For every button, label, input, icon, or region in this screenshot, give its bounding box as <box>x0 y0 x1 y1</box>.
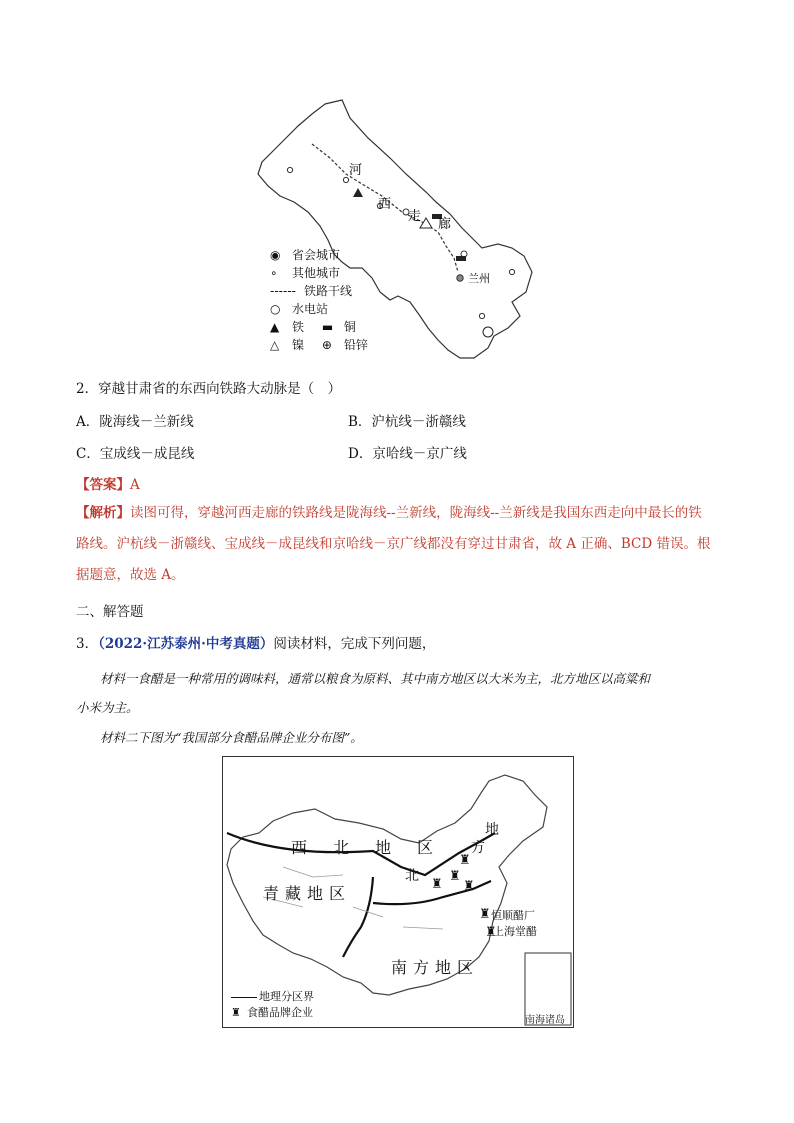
capital-marker <box>457 275 463 281</box>
legend-row: ▲ 铁 ▬ 铜 <box>270 320 356 334</box>
copper-marker <box>456 256 466 261</box>
china-map-legend <box>231 989 314 1021</box>
boundary-icon <box>231 997 257 998</box>
q3-header: 3．（2022·江苏泰州·中考真题）阅读材料，完成下列问题， <box>76 636 436 652</box>
answer-tag: 【答案】 <box>76 477 130 493</box>
south-sea-label: 南海诸岛 <box>525 1015 565 1026</box>
analysis-line: 据题意，故选 A。 <box>76 567 185 583</box>
legend-row: ♜ 食醋品牌企业 <box>231 1006 313 1019</box>
legend-row: ○ 水电站 <box>270 302 329 316</box>
vinegar-brand-icon: ♜ <box>459 853 471 868</box>
city-marker <box>479 313 484 318</box>
legend-row: 地理分区界 <box>231 989 314 1005</box>
nickel-icon: △ <box>270 338 280 352</box>
city-marker <box>509 269 514 274</box>
q2-answer <box>76 473 140 493</box>
analysis-tag: 【解析】 <box>76 505 130 521</box>
china-vinegar-map <box>222 756 574 1028</box>
q2-analysis <box>76 498 726 591</box>
region-north-2: 方 <box>471 840 485 856</box>
region-qingzang: 青 藏 地 区 <box>263 884 346 903</box>
legend-row: △ 镍 ⊕ 铅锌 <box>270 338 368 352</box>
iron-icon: ▲ <box>270 320 280 334</box>
map-label-lanzhou: 兰州 <box>468 272 490 285</box>
company-shanghai: 上海堂醋 <box>493 925 537 938</box>
region-northwest: 西 北 地 区 <box>291 838 434 857</box>
region-north-3: 地 <box>485 822 499 838</box>
q2-option-d: D．京哈线－京广线 <box>348 446 467 462</box>
legend-row: ∘ 其他城市 <box>270 266 341 280</box>
gansu-legend <box>270 246 410 354</box>
answer-value: A <box>130 477 140 493</box>
city-marker <box>287 167 292 172</box>
map-label-xi: 西 <box>378 197 392 212</box>
lead-zinc-icon: ⊕ <box>321 338 332 352</box>
q3-material2: 材料二下图为“我国部分食醋品牌企业分布图”。 <box>100 730 363 745</box>
analysis-line: 路线。沪杭线－浙赣线、宝成线－成昆线和京哈线－京广线都没有穿过甘肃省，故 A 正确、BCD 错误。根 <box>76 536 711 552</box>
q3-material1-cont: 小米为主。 <box>76 700 139 715</box>
region-north-1: 北 <box>405 868 419 884</box>
provincial-capital-icon: ◉ <box>270 248 281 262</box>
railway-line-icon: ------ <box>270 284 296 298</box>
legend-row: ◉ 省会城市 <box>270 248 341 262</box>
map-label-zou: 走 <box>408 209 422 224</box>
other-city-icon: ∘ <box>270 266 278 280</box>
vinegar-brand-icon: ♜ <box>231 1006 241 1019</box>
analysis-line: 【解析】读图可得，穿越河西走廊的铁路线是陇海线--兰新线，陇海线--兰新线是我国东西走向中最长的铁 <box>76 505 702 521</box>
q2-option-b: B．沪杭线－浙赣线 <box>348 414 466 430</box>
vinegar-brand-icon: ♜ <box>463 879 475 894</box>
q2-option-a: A．陇海线－兰新线 <box>76 414 194 430</box>
map-label-lang: 廊 <box>438 217 452 232</box>
company-hengshun: 恒顺醋厂 <box>491 909 535 922</box>
map-label-he: 河 <box>349 163 363 178</box>
vinegar-brand-icon: ♜ <box>449 869 461 884</box>
q3-source: （2022·江苏泰州·中考真题） <box>98 636 274 652</box>
legend-row: ------ 铁路干线 <box>270 284 353 298</box>
q2-option-c: C．宝成线－成昆线 <box>76 446 195 462</box>
hydropower-station-icon: ○ <box>270 302 281 316</box>
vinegar-brand-icon: ♜ <box>479 907 491 922</box>
city-marker <box>343 177 348 182</box>
lead-zinc-marker <box>483 327 493 337</box>
region-south: 南 方 地 区 <box>391 958 474 977</box>
section-title: 二、解答题 <box>76 604 144 620</box>
q2-stem: 2．穿越甘肃省的东西向铁路大动脉是（ ） <box>76 381 342 397</box>
vinegar-brand-icon: ♜ <box>485 925 497 940</box>
gansu-map <box>250 96 540 366</box>
copper-icon: ▬ <box>321 320 334 334</box>
vinegar-brand-icon: ♜ <box>431 877 443 892</box>
q3-material1: 材料一食醋是一种常用的调味料，通常以粮食为原料、其中南方地区以大米为主，北方地区以高粱和 <box>100 671 651 686</box>
